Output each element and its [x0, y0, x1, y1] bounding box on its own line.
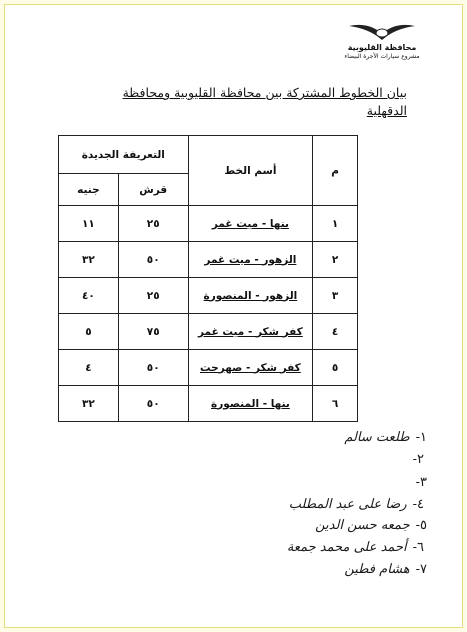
pound-value: ٤ [59, 350, 119, 386]
row-number: ٦ [313, 386, 358, 422]
signature-line [407, 452, 424, 467]
piaster-value: ٧٥ [118, 314, 188, 350]
pound-value: ٤٠ [59, 278, 119, 314]
row-number: ٤ [313, 314, 358, 350]
signature-number: ٦- [412, 540, 424, 555]
signature-line [410, 475, 427, 490]
route-name-text: الزهور - المنصورة [203, 289, 298, 302]
signature-text: هشام فطين [344, 562, 410, 577]
row-number: ٣ [313, 278, 358, 314]
pound-value: ٣٢ [59, 242, 119, 278]
table-row [59, 206, 358, 242]
route-name-text: بنها - ميت غمر [211, 217, 289, 230]
piaster-value: ٢٥ [118, 278, 188, 314]
route-name-text: كفر شكر - ميت غمر [198, 325, 303, 338]
piaster-value: ٥٠ [118, 386, 188, 422]
pound-value: ٣٢ [59, 386, 119, 422]
piaster-value: ٢٥ [118, 206, 188, 242]
row-number: ٢ [313, 242, 358, 278]
route-name [188, 386, 313, 422]
signature-number: ٣- [415, 475, 427, 490]
document-title: بيان الخطوط المشتركة بين محافظة القليوبية ومحافظة الدقهلية [122, 85, 407, 118]
route-name-text: كفر شكر - صهرجت [200, 361, 301, 374]
route-name [188, 206, 313, 242]
piaster-value: ٥٠ [118, 350, 188, 386]
route-name [188, 242, 313, 278]
piaster-value: ٥٠ [118, 242, 188, 278]
signature-text: طلعت سالم [344, 430, 410, 445]
table-row [59, 350, 358, 386]
org-name: محافظة القليوبية [347, 43, 417, 52]
header-route: أسم الخط [188, 136, 313, 206]
header-piaster: قرش [118, 174, 188, 206]
signature-line [315, 518, 427, 533]
header-tariff: التعريفة الجديدة [59, 136, 189, 174]
signature-line [289, 497, 424, 512]
header-pound: جنيه [59, 174, 119, 206]
header-no: م [313, 136, 358, 206]
signature-line [344, 562, 427, 577]
route-name [188, 314, 313, 350]
signature-number: ٤- [412, 497, 424, 512]
signature-number: ٢- [412, 452, 424, 467]
route-name-text: الزهور - ميت غمر [204, 253, 297, 266]
signature-text: جمعه حسن الدين [315, 518, 410, 533]
signature-number: ٧- [415, 562, 427, 577]
table-row [59, 314, 358, 350]
tariff-table [58, 135, 358, 422]
row-number: ١ [313, 206, 358, 242]
header-logo [337, 20, 427, 60]
pound-value: ١١ [59, 206, 119, 242]
winged-emblem-icon [347, 20, 417, 42]
pound-value: ٥ [59, 314, 119, 350]
signature-text: رضا على عبد المطلب [288, 497, 407, 512]
route-name [188, 350, 313, 386]
signature-number: ١- [415, 430, 427, 445]
signature-line [287, 540, 424, 555]
signature-number: ٥- [415, 518, 427, 533]
signature-line [344, 430, 427, 445]
route-name [188, 278, 313, 314]
route-name-text: بنها - المنصورة [211, 397, 290, 410]
table-row [59, 242, 358, 278]
org-subtitle: مشروع سيارات الأجرة البيضاء [344, 53, 420, 60]
signature-text: أحمد على محمد جمعة [286, 540, 407, 555]
row-number: ٥ [313, 350, 358, 386]
table-row [59, 386, 358, 422]
table-row [59, 278, 358, 314]
